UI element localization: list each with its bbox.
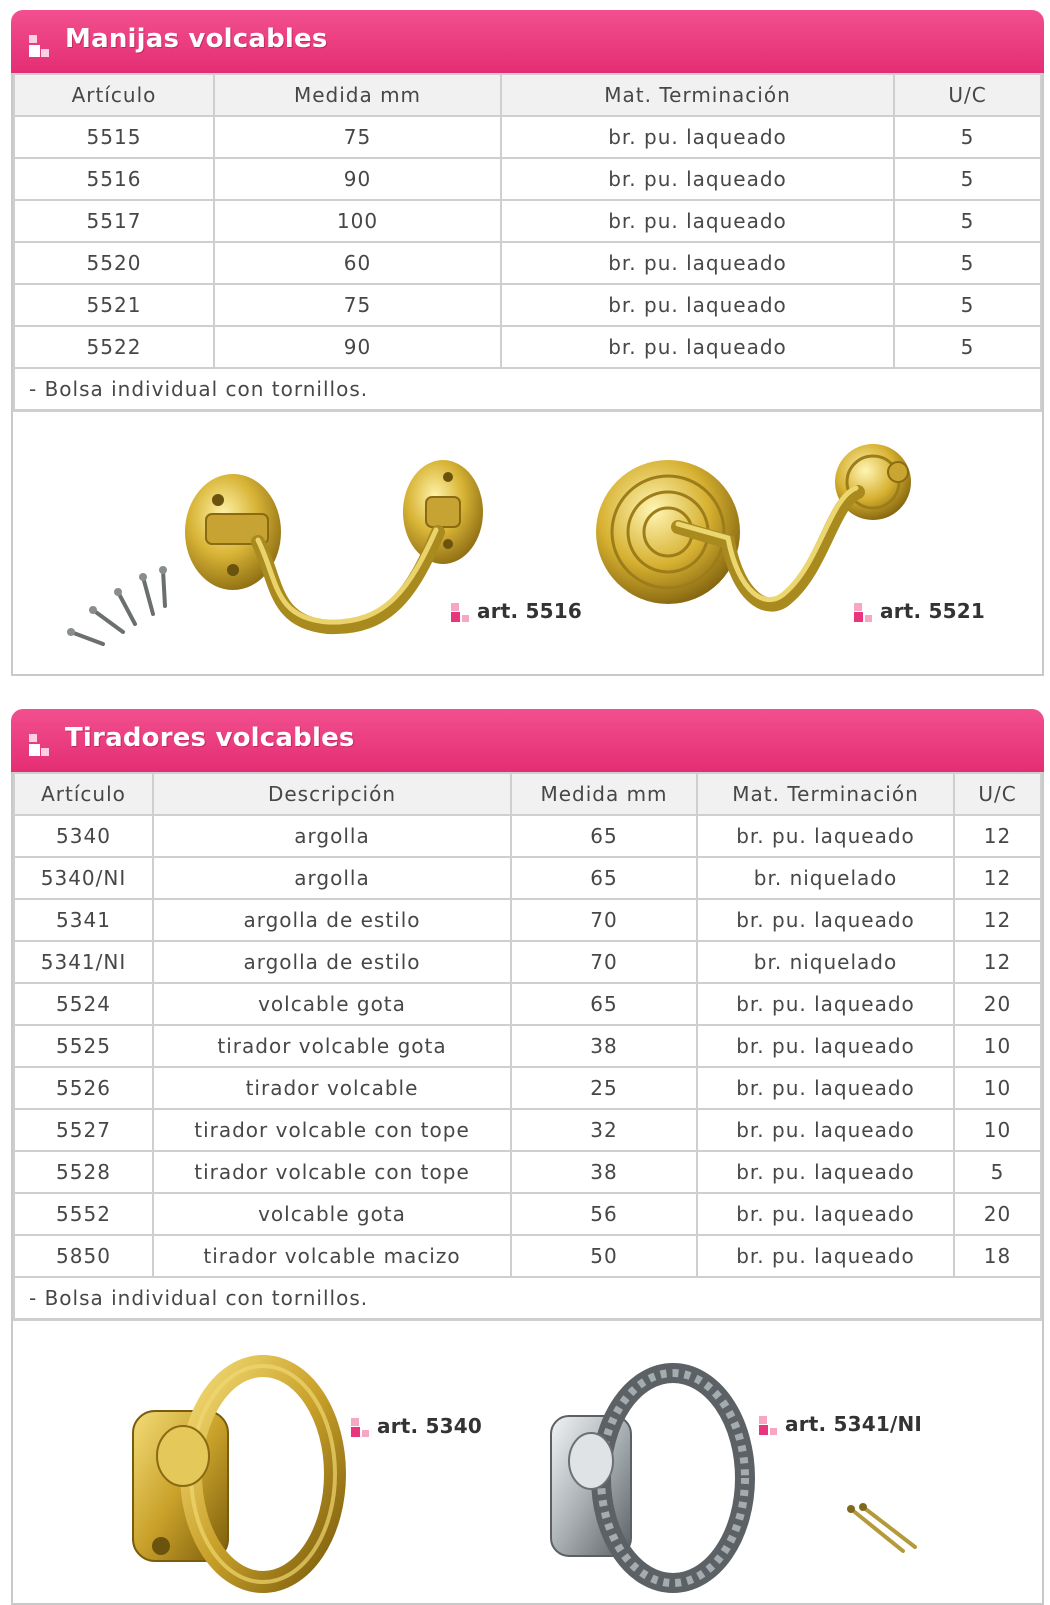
table-cell: 5517	[14, 200, 214, 242]
table-cell: 5341/NI	[14, 941, 153, 983]
caption-marker-icon	[759, 1416, 781, 1436]
table-cell: 50	[511, 1235, 697, 1277]
table-row	[14, 1025, 1041, 1067]
table-cell: br. pu. laqueado	[501, 200, 894, 242]
table-body	[14, 815, 1041, 1277]
table-cell: 5	[954, 1151, 1041, 1193]
table-cell: 5	[894, 158, 1041, 200]
table-cell: 5515	[14, 116, 214, 158]
table-cell: 70	[511, 899, 697, 941]
table-cell: tirador volcable gota	[153, 1025, 511, 1067]
table-note-row	[14, 368, 1041, 410]
table-row	[14, 284, 1041, 326]
table-cell: 5552	[14, 1193, 153, 1235]
table-cell: 5521	[14, 284, 214, 326]
table-cell: 5	[894, 326, 1041, 368]
table-cell: 5340/NI	[14, 857, 153, 899]
table-cell: 100	[214, 200, 501, 242]
table-cell: 5526	[14, 1067, 153, 1109]
screws-icon	[63, 562, 173, 652]
table-row	[14, 158, 1041, 200]
table-cell: tirador volcable con tope	[153, 1109, 511, 1151]
table-cell: 10	[954, 1025, 1041, 1067]
table-cell: argolla	[153, 815, 511, 857]
table-cell: br. niquelado	[697, 941, 954, 983]
section-title: Manijas volcables	[65, 24, 328, 54]
screws-icon	[843, 1501, 923, 1561]
section-header	[11, 709, 1044, 772]
table-header-row	[14, 74, 1041, 116]
table-cell: br. pu. laqueado	[501, 242, 894, 284]
table-row	[14, 941, 1041, 983]
table-row	[14, 200, 1041, 242]
brass-rosette-bail-handle-icon	[588, 432, 918, 622]
table-row	[14, 326, 1041, 368]
table-cell: 5	[894, 242, 1041, 284]
table-cell: 5850	[14, 1235, 153, 1277]
table-cell: 65	[511, 857, 697, 899]
table-cell: 38	[511, 1151, 697, 1193]
column-header: Descripción	[153, 773, 511, 815]
section-manijas-volcables	[11, 10, 1044, 676]
table-cell: br. pu. laqueado	[501, 116, 894, 158]
table-note: - Bolsa individual con tornillos.	[14, 368, 1041, 410]
column-header: Artículo	[14, 773, 153, 815]
table-cell: br. niquelado	[697, 857, 954, 899]
section-tiradores-volcables	[11, 709, 1044, 1605]
caption-text: art. 5340	[377, 1414, 482, 1438]
nickel-twisted-ring-pull-icon	[543, 1361, 773, 1596]
table-cell: br. pu. laqueado	[697, 1025, 954, 1067]
table-cell: tirador volcable	[153, 1067, 511, 1109]
table-cell: 5	[894, 284, 1041, 326]
table-cell: volcable gota	[153, 983, 511, 1025]
caption-text: art. 5521	[880, 599, 985, 623]
table-row	[14, 1151, 1041, 1193]
table-cell: 20	[954, 1193, 1041, 1235]
table-cell: br. pu. laqueado	[697, 1067, 954, 1109]
caption-marker-icon	[854, 603, 876, 623]
brass-bail-handle-icon	[178, 452, 498, 632]
table-body	[14, 116, 1041, 368]
image-caption	[351, 1414, 482, 1438]
table-row	[14, 983, 1041, 1025]
table-cell: 60	[214, 242, 501, 284]
image-caption	[451, 599, 582, 623]
table-cell: 5340	[14, 815, 153, 857]
table-cell: volcable gota	[153, 1193, 511, 1235]
table-header-row	[14, 773, 1041, 815]
table-note: - Bolsa individual con tornillos.	[14, 1277, 1041, 1319]
caption-marker-icon	[351, 1418, 373, 1438]
table-note-row	[14, 1277, 1041, 1319]
table-cell: 12	[954, 941, 1041, 983]
table-cell: br. pu. laqueado	[697, 1235, 954, 1277]
table-cell: 75	[214, 116, 501, 158]
bullet-squares-icon	[29, 734, 49, 758]
product-photos	[13, 411, 1042, 674]
table-cell: 38	[511, 1025, 697, 1067]
table-cell: 90	[214, 326, 501, 368]
table-cell: argolla	[153, 857, 511, 899]
caption-text: art. 5341/NI	[785, 1412, 923, 1436]
table-row	[14, 815, 1041, 857]
table-row	[14, 1109, 1041, 1151]
caption-text: art. 5516	[477, 599, 582, 623]
table-cell: br. pu. laqueado	[501, 158, 894, 200]
table-cell: br. pu. laqueado	[501, 326, 894, 368]
table-cell: 10	[954, 1109, 1041, 1151]
table-cell: 90	[214, 158, 501, 200]
table-cell: 5525	[14, 1025, 153, 1067]
table-cell: 75	[214, 284, 501, 326]
image-caption	[854, 599, 985, 623]
table-cell: 5524	[14, 983, 153, 1025]
table-row	[14, 1193, 1041, 1235]
table-cell: 5516	[14, 158, 214, 200]
column-header: Mat. Terminación	[501, 74, 894, 116]
table-cell: 5	[894, 200, 1041, 242]
table-row	[14, 116, 1041, 158]
table-cell: 5522	[14, 326, 214, 368]
table-cell: 5527	[14, 1109, 153, 1151]
table-cell: 10	[954, 1067, 1041, 1109]
table-cell: argolla de estilo	[153, 941, 511, 983]
table-cell: 5528	[14, 1151, 153, 1193]
table-cell: 18	[954, 1235, 1041, 1277]
section-title: Tiradores volcables	[65, 723, 355, 753]
table-row	[14, 1235, 1041, 1277]
table-cell: argolla de estilo	[153, 899, 511, 941]
brass-ring-pull-icon	[123, 1356, 363, 1596]
column-header: Medida mm	[511, 773, 697, 815]
table-row	[14, 899, 1041, 941]
table-cell: br. pu. laqueado	[697, 815, 954, 857]
table-row	[14, 857, 1041, 899]
product-photos	[13, 1320, 1042, 1603]
table-cell: br. pu. laqueado	[697, 899, 954, 941]
column-header: Medida mm	[214, 74, 501, 116]
column-header: Artículo	[14, 74, 214, 116]
table-cell: 5341	[14, 899, 153, 941]
image-caption	[759, 1412, 922, 1436]
table-cell: br. pu. laqueado	[697, 1151, 954, 1193]
table-cell: 25	[511, 1067, 697, 1109]
table-cell: tirador volcable con tope	[153, 1151, 511, 1193]
table-cell: 65	[511, 983, 697, 1025]
table-cell: 70	[511, 941, 697, 983]
table-cell: br. pu. laqueado	[501, 284, 894, 326]
table-cell: 20	[954, 983, 1041, 1025]
table-cell: 5520	[14, 242, 214, 284]
table-cell: 65	[511, 815, 697, 857]
caption-marker-icon	[451, 603, 473, 623]
table-cell: br. pu. laqueado	[697, 1193, 954, 1235]
table-cell: tirador volcable macizo	[153, 1235, 511, 1277]
column-header: U/C	[894, 74, 1041, 116]
column-header: Mat. Terminación	[697, 773, 954, 815]
table-cell: 56	[511, 1193, 697, 1235]
section-header	[11, 10, 1044, 73]
table-row	[14, 1067, 1041, 1109]
table-cell: 32	[511, 1109, 697, 1151]
table-cell: 12	[954, 815, 1041, 857]
product-table	[13, 73, 1042, 411]
column-header: U/C	[954, 773, 1041, 815]
table-row	[14, 242, 1041, 284]
table-cell: 12	[954, 899, 1041, 941]
table-cell: 12	[954, 857, 1041, 899]
bullet-squares-icon	[29, 35, 49, 59]
table-cell: br. pu. laqueado	[697, 983, 954, 1025]
table-cell: 5	[894, 116, 1041, 158]
product-table	[13, 772, 1042, 1320]
table-cell: br. pu. laqueado	[697, 1109, 954, 1151]
